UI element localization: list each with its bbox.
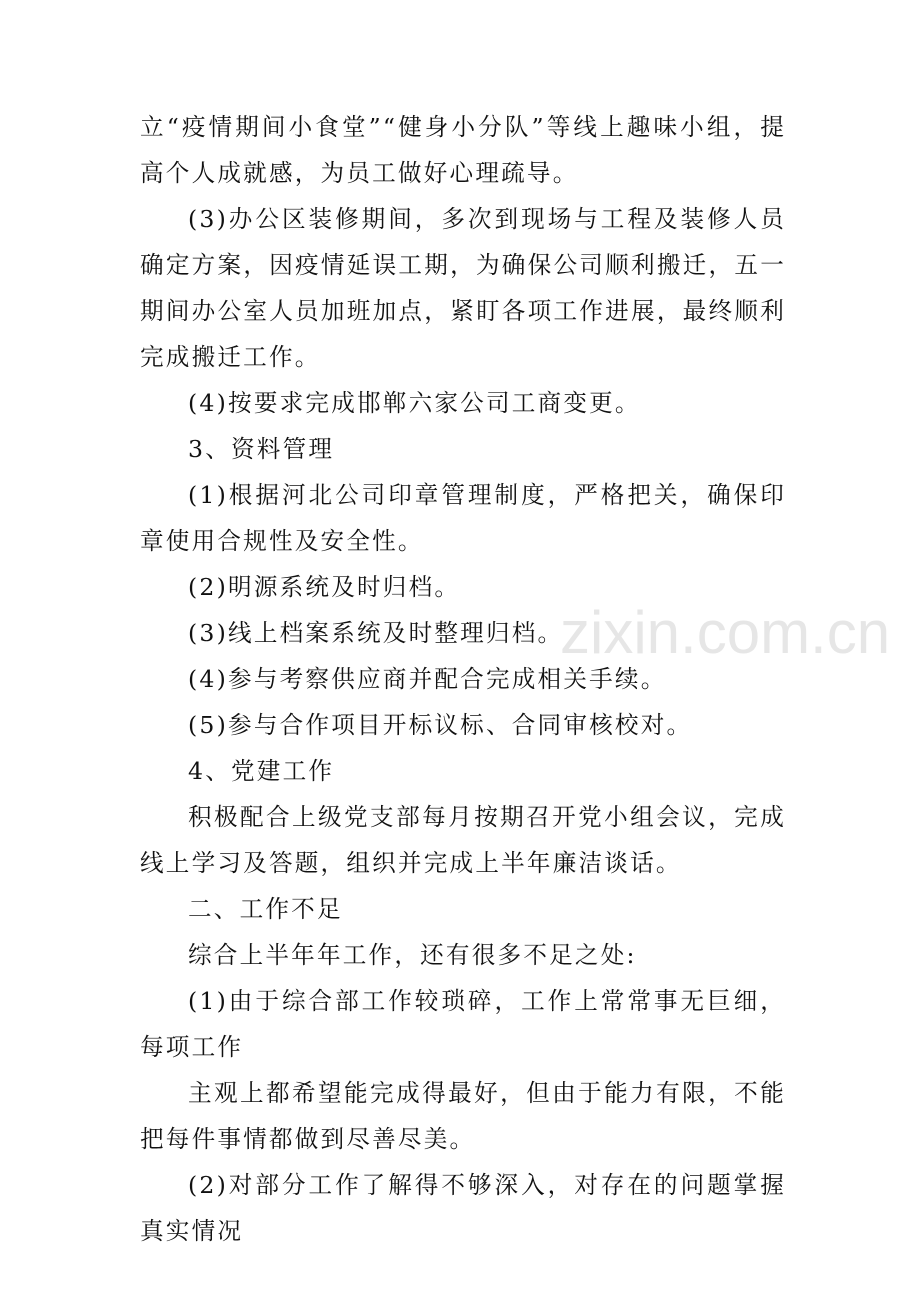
section-heading-shortcomings: 二、工作不足 xyxy=(188,895,343,923)
section-heading-party: 4、党建工作 xyxy=(188,757,335,785)
section-heading-records: 3、资料管理 xyxy=(188,435,335,463)
paragraph-shortcoming-2: (2)对部分工作了解得不够深入，对存在的问题掌握真实情况 xyxy=(140,1171,786,1245)
paragraph-mingyuan-archive: (2)明源系统及时归档。 xyxy=(188,573,461,601)
paragraph-summary: 综合上半年年工作，还有很多不足之处: xyxy=(188,941,637,969)
paragraph-supplier: (4)参与考察供应商并配合完成相关手续。 xyxy=(188,665,667,693)
paragraph-business-change: (4)按要求完成邯郸六家公司工商变更。 xyxy=(188,389,641,417)
watermark-logo: zixin.com.cn xyxy=(560,599,891,666)
paragraph-party-work: 积极配合上级党支部每月按期召开党小组会议，完成线上学习及答题，组织并完成上半年廉洁谈话。 xyxy=(140,803,786,877)
paragraph-online-archive: (3)线上档案系统及时整理归档。 xyxy=(188,619,564,647)
paragraph-continuation: 立“疫情期间小食堂”“健身小分队”等线上趣味小组，提高个人成就感，为员工做好心理疏导。 xyxy=(140,113,786,187)
paragraph-shortcoming-1-cont: 主观上都希望能完成得最好，但由于能力有限，不能把每件事情都做到尽善尽美。 xyxy=(140,1079,786,1153)
paragraph-renovation: (3)办公区装修期间，多次到现场与工程及装修人员确定方案，因疫情延误工期，为确保公司顺利搬迁，五一期间办公室人员加班加点，紧盯各项工作进展，最终顺利完成搬迁工作。 xyxy=(140,205,786,371)
paragraph-shortcoming-1: (1)由于综合部工作较琐碎，工作上常常事无巨细，每项工作 xyxy=(140,987,786,1061)
document-body xyxy=(140,104,786,1254)
paragraph-seal-management: (1)根据河北公司印章管理制度，严格把关，确保印章使用合规性及安全性。 xyxy=(140,481,786,555)
paragraph-bidding: (5)参与合作项目开标议标、合同审核校对。 xyxy=(188,711,693,739)
